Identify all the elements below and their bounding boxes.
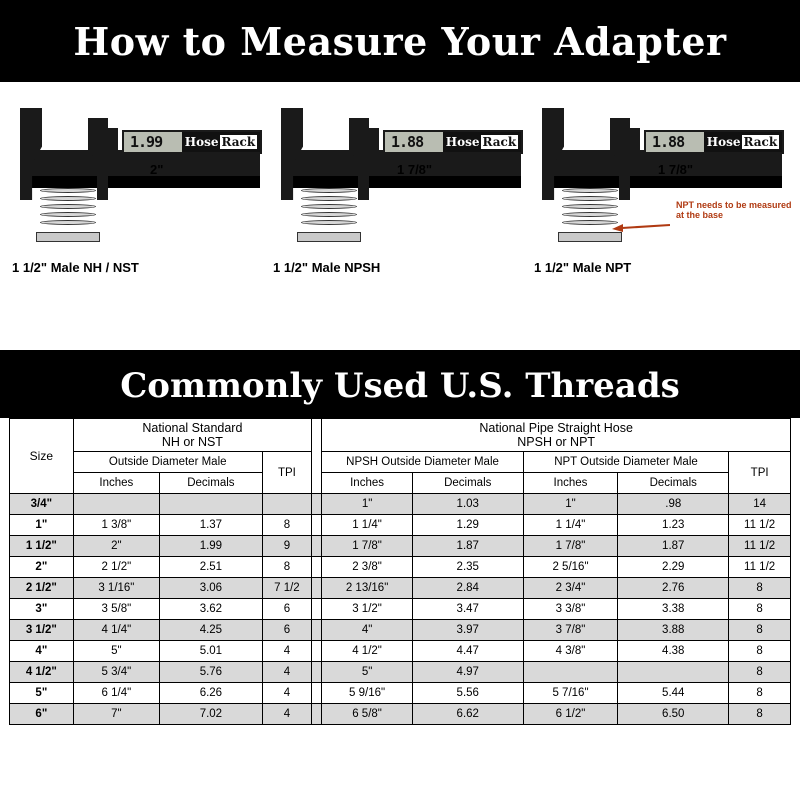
cell-npt-inches: 2 5/16" — [523, 557, 618, 578]
table-column-spacer — [312, 662, 322, 683]
table-column-spacer — [312, 557, 322, 578]
caliper-display — [383, 130, 523, 154]
caliper-art — [271, 104, 529, 254]
cell-nh-decimals: 1.37 — [160, 515, 263, 536]
cell-nh-inches: 2 1/2" — [73, 557, 159, 578]
caliper-caption: 1 1/2" Male NH / NST — [12, 260, 139, 275]
cell-npsh-inches: 4" — [322, 620, 412, 641]
cell-size: 2" — [10, 557, 74, 578]
page-title: How to Measure Your Adapter — [73, 18, 727, 64]
caliper-caption: 1 1/2" Male NPT — [534, 260, 632, 275]
cell-size: 4" — [10, 641, 74, 662]
cell-npt-decimals: 3.38 — [618, 599, 729, 620]
header-nh-decimals: Decimals — [160, 473, 263, 494]
cell-npt-tpi: 11 1/2 — [729, 557, 791, 578]
cell-npsh-inches: 1 1/4" — [322, 515, 412, 536]
table-row — [10, 557, 791, 578]
header-group-national-standard — [73, 419, 311, 452]
cell-npsh-inches: 6 5/8" — [322, 704, 412, 725]
cell-nh-tpi — [262, 494, 311, 515]
header-group-nh-line2: NH or NST — [161, 435, 223, 449]
table-column-spacer — [312, 599, 322, 620]
cell-npt-decimals: 5.44 — [618, 683, 729, 704]
cell-npt-inches: 4 3/8" — [523, 641, 618, 662]
threads-section — [0, 350, 800, 725]
cell-nh-tpi: 8 — [262, 515, 311, 536]
cell-nh-decimals: 7.02 — [160, 704, 263, 725]
cell-npt-inches: 6 1/2" — [523, 704, 618, 725]
cell-size: 1" — [10, 515, 74, 536]
caliper-lower-bar-icon — [20, 176, 260, 188]
adapter-thread-icon — [301, 188, 357, 242]
table-row — [10, 662, 791, 683]
cell-npt-decimals: 4.38 — [618, 641, 729, 662]
cell-size: 3" — [10, 599, 74, 620]
npt-measure-note: NPT needs to be measured at the base — [676, 200, 792, 221]
cell-nh-inches: 5" — [73, 641, 159, 662]
header-group-nh-line1: National Standard — [142, 421, 243, 435]
table-row — [10, 641, 791, 662]
table-column-spacer — [312, 494, 322, 515]
table-column-spacer — [312, 620, 322, 641]
header-npt-inches: Inches — [523, 473, 618, 494]
cell-npsh-decimals: 3.47 — [412, 599, 523, 620]
cell-npt-tpi: 14 — [729, 494, 791, 515]
cell-npt-inches: 1" — [523, 494, 618, 515]
caliper-lower-bar-icon — [281, 176, 521, 188]
cell-nh-tpi: 8 — [262, 557, 311, 578]
cell-npt-decimals: 1.23 — [618, 515, 729, 536]
table-column-spacer — [312, 419, 322, 494]
table-column-spacer — [312, 578, 322, 599]
cell-nh-inches: 5 3/4" — [73, 662, 159, 683]
caliper-lower-bar-icon — [542, 176, 782, 188]
cell-nh-inches: 7" — [73, 704, 159, 725]
cell-npt-inches: 5 7/16" — [523, 683, 618, 704]
header-size: Size — [10, 419, 74, 494]
cell-npt-inches — [523, 662, 618, 683]
cell-npsh-inches: 4 1/2" — [322, 641, 412, 662]
caliper-art — [10, 104, 268, 254]
cell-npt-decimals: 6.50 — [618, 704, 729, 725]
cell-nh-inches: 6 1/4" — [73, 683, 159, 704]
header-nh-outside-diameter-male: Outside Diameter Male — [73, 452, 262, 473]
cell-nh-decimals: 3.62 — [160, 599, 263, 620]
header-npsh-outside-diameter-male: NPSH Outside Diameter Male — [322, 452, 523, 473]
header-nh-tpi: TPI — [262, 452, 311, 494]
header-group-npsh-line1: National Pipe Straight Hose — [479, 421, 633, 435]
table-row — [10, 599, 791, 620]
cell-nh-decimals: 5.01 — [160, 641, 263, 662]
cell-size: 2 1/2" — [10, 578, 74, 599]
brand-logo-second: Rack — [482, 135, 517, 149]
header-npsh-decimals: Decimals — [412, 473, 523, 494]
caliper-reading: 1.99 — [130, 133, 163, 151]
brand-logo-second: Rack — [743, 135, 778, 149]
cell-nh-decimals: 6.26 — [160, 683, 263, 704]
dimension-label: 1 7/8" — [397, 162, 433, 177]
cell-nh-decimals: 5.76 — [160, 662, 263, 683]
brand-logo — [704, 132, 782, 152]
cell-size: 6" — [10, 704, 74, 725]
cell-npt-inches: 1 7/8" — [523, 536, 618, 557]
header-group-national-pipe-straight-hose — [322, 419, 791, 452]
cell-npsh-decimals: 1.03 — [412, 494, 523, 515]
cell-nh-inches: 1 3/8" — [73, 515, 159, 536]
header-npt-outside-diameter-male: NPT Outside Diameter Male — [523, 452, 729, 473]
caliper-display — [644, 130, 784, 154]
table-column-spacer — [312, 683, 322, 704]
table-column-spacer — [312, 536, 322, 557]
cell-npt-tpi: 8 — [729, 599, 791, 620]
cell-npsh-inches: 5" — [322, 662, 412, 683]
header-npsh-inches: Inches — [322, 473, 412, 494]
cell-nh-tpi: 6 — [262, 620, 311, 641]
cell-npsh-decimals: 6.62 — [412, 704, 523, 725]
cell-size: 3 1/2" — [10, 620, 74, 641]
table-column-spacer — [312, 641, 322, 662]
cell-npsh-decimals: 2.84 — [412, 578, 523, 599]
table-row — [10, 536, 791, 557]
caliper-thumb-screw-icon — [628, 128, 640, 152]
table-column-spacer — [312, 515, 322, 536]
brand-logo-first: Hose — [706, 135, 741, 149]
cell-nh-inches: 3 5/8" — [73, 599, 159, 620]
cell-nh-inches: 4 1/4" — [73, 620, 159, 641]
brand-logo-first: Hose — [184, 135, 219, 149]
caliper-figure-npt — [532, 104, 790, 350]
header-npt-decimals: Decimals — [618, 473, 729, 494]
dimension-label: 2" — [150, 162, 164, 177]
cell-nh-inches — [73, 494, 159, 515]
cell-npsh-inches: 1 7/8" — [322, 536, 412, 557]
header-npt-tpi: TPI — [729, 452, 791, 494]
table-header-row-sub — [10, 452, 791, 473]
cell-npt-inches: 3 3/8" — [523, 599, 618, 620]
caliper-art — [532, 104, 790, 254]
cell-size: 4 1/2" — [10, 662, 74, 683]
cell-npt-tpi: 8 — [729, 641, 791, 662]
caliper-figure-npsh — [271, 104, 529, 350]
table-row — [10, 515, 791, 536]
cell-npsh-inches: 5 9/16" — [322, 683, 412, 704]
threads-table-body — [10, 494, 791, 725]
cell-npsh-decimals: 2.35 — [412, 557, 523, 578]
cell-npsh-decimals: 1.29 — [412, 515, 523, 536]
cell-npt-decimals: 2.76 — [618, 578, 729, 599]
cell-npt-decimals: .98 — [618, 494, 729, 515]
cell-nh-tpi: 4 — [262, 683, 311, 704]
cell-nh-tpi: 4 — [262, 641, 311, 662]
brand-logo — [182, 132, 260, 152]
adapter-thread-icon — [40, 188, 96, 242]
cell-npsh-decimals: 4.97 — [412, 662, 523, 683]
table-header-row-groups — [10, 419, 791, 452]
cell-nh-tpi: 4 — [262, 662, 311, 683]
page-header-banner — [0, 0, 800, 82]
cell-npt-inches: 2 3/4" — [523, 578, 618, 599]
header-group-npsh-line2: NPSH or NPT — [517, 435, 596, 449]
cell-nh-decimals: 4.25 — [160, 620, 263, 641]
cell-nh-decimals: 3.06 — [160, 578, 263, 599]
cell-npt-inches: 3 7/8" — [523, 620, 618, 641]
dimension-label: 1 7/8" — [658, 162, 694, 177]
cell-npsh-decimals: 1.87 — [412, 536, 523, 557]
cell-npt-tpi: 11 1/2 — [729, 515, 791, 536]
adapter-thread-icon — [562, 188, 618, 242]
threads-table-title: Commonly Used U.S. Threads — [0, 356, 800, 418]
brand-logo-second: Rack — [221, 135, 256, 149]
brand-logo — [443, 132, 521, 152]
cell-npt-decimals: 3.88 — [618, 620, 729, 641]
cell-nh-tpi: 7 1/2 — [262, 578, 311, 599]
cell-nh-decimals: 2.51 — [160, 557, 263, 578]
cell-npt-tpi: 8 — [729, 578, 791, 599]
table-row — [10, 578, 791, 599]
cell-nh-decimals: 1.99 — [160, 536, 263, 557]
table-row — [10, 494, 791, 515]
caliper-thumb-screw-icon — [367, 128, 379, 152]
brand-logo-first: Hose — [445, 135, 480, 149]
cell-nh-decimals — [160, 494, 263, 515]
cell-nh-tpi: 9 — [262, 536, 311, 557]
cell-npt-tpi: 8 — [729, 683, 791, 704]
cell-size: 3/4" — [10, 494, 74, 515]
cell-npsh-inches: 3 1/2" — [322, 599, 412, 620]
cell-npt-inches: 1 1/4" — [523, 515, 618, 536]
cell-nh-inches: 3 1/16" — [73, 578, 159, 599]
caliper-caption: 1 1/2" Male NPSH — [273, 260, 381, 275]
caliper-figure-nh-nst — [10, 104, 268, 350]
table-column-spacer — [312, 704, 322, 725]
cell-npt-tpi: 11 1/2 — [729, 536, 791, 557]
npt-callout-arrow-icon — [612, 222, 670, 232]
table-row — [10, 620, 791, 641]
cell-nh-inches: 2" — [73, 536, 159, 557]
table-row — [10, 683, 791, 704]
cell-size: 1 1/2" — [10, 536, 74, 557]
cell-npsh-decimals: 4.47 — [412, 641, 523, 662]
caliper-display — [122, 130, 262, 154]
caliper-thumb-screw-icon — [106, 128, 118, 152]
header-nh-inches: Inches — [73, 473, 159, 494]
cell-nh-tpi: 6 — [262, 599, 311, 620]
cell-npt-decimals: 2.29 — [618, 557, 729, 578]
cell-npt-decimals — [618, 662, 729, 683]
cell-npt-tpi: 8 — [729, 620, 791, 641]
cell-npsh-inches: 2 3/8" — [322, 557, 412, 578]
cell-npt-decimals: 1.87 — [618, 536, 729, 557]
cell-nh-tpi: 4 — [262, 704, 311, 725]
threads-table — [9, 418, 791, 725]
table-row — [10, 704, 791, 725]
cell-size: 5" — [10, 683, 74, 704]
cell-npt-tpi: 8 — [729, 704, 791, 725]
cell-npsh-inches: 1" — [322, 494, 412, 515]
caliper-illustration-row — [0, 82, 800, 350]
cell-npt-tpi: 8 — [729, 662, 791, 683]
cell-npsh-decimals: 3.97 — [412, 620, 523, 641]
caliper-reading: 1.88 — [652, 133, 685, 151]
cell-npsh-decimals: 5.56 — [412, 683, 523, 704]
cell-npsh-inches: 2 13/16" — [322, 578, 412, 599]
table-header-row-units — [10, 473, 791, 494]
caliper-reading: 1.88 — [391, 133, 424, 151]
